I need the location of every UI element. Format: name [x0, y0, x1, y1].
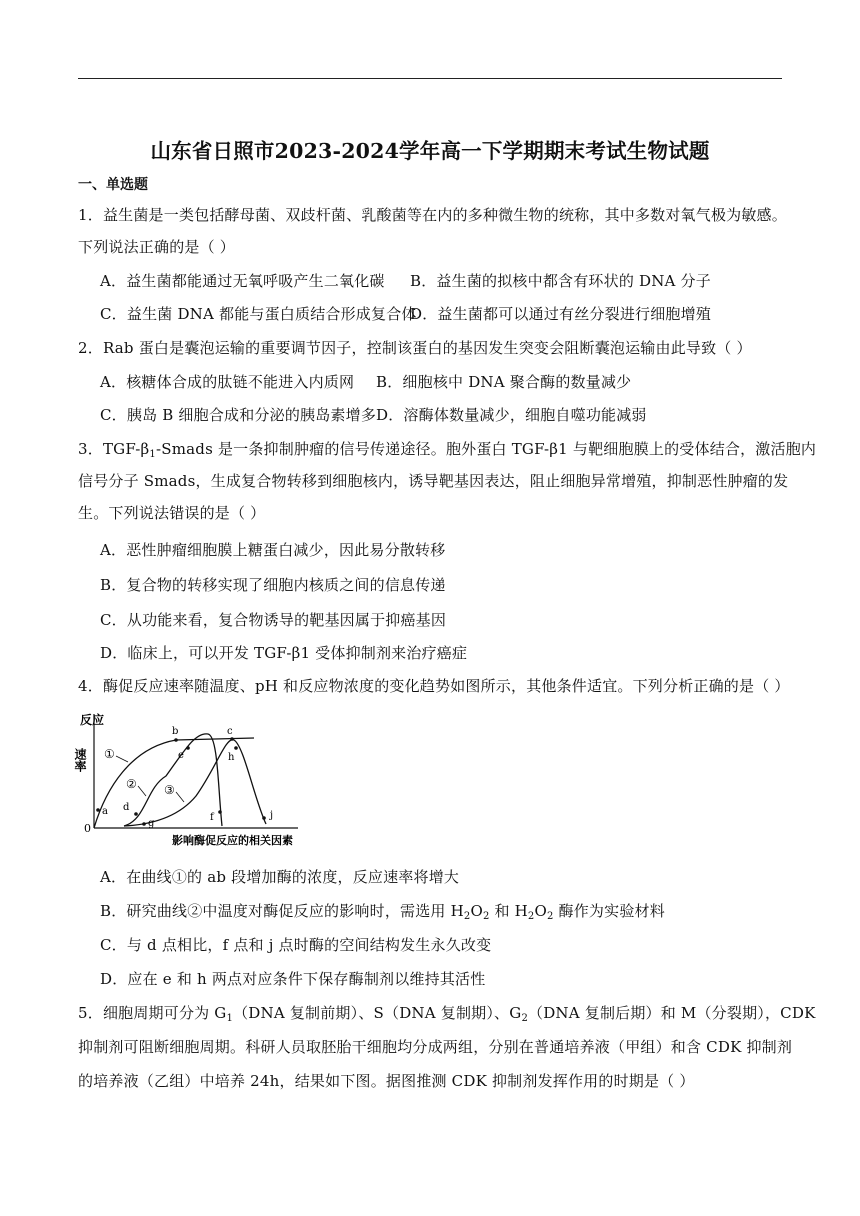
q2-option-d: D．溶酶体数量减少，细胞自噬功能减弱 [376, 406, 647, 424]
point-f-marker [218, 810, 222, 814]
point-j: j [270, 810, 274, 821]
point-c-marker [230, 737, 234, 741]
point-b-marker [174, 738, 178, 742]
point-d: d [123, 802, 130, 813]
q4-option-c: C．与 d 点相比，f 点和 j 点时酶的空间结构发生永久改变 [100, 936, 492, 954]
q2-option-b: B．细胞核中 DNA 聚合酶的数量减少 [376, 373, 632, 391]
point-h-marker [234, 746, 238, 750]
q2-option-c: C．胰岛 B 细胞合成和分泌的胰岛素增多 [100, 406, 377, 424]
point-e-marker [186, 746, 190, 750]
enzyme-rate-figure [73, 708, 316, 852]
q3-option-a: A．恶性肿瘤细胞膜上糖蛋白减少，因此易分散转移 [100, 541, 446, 559]
curve-2-leader [138, 786, 146, 796]
q2-option-a: A．核糖体合成的肽链不能进入内质网 [100, 373, 355, 391]
q1-option-b: B．益生菌的拟核中都含有环状的 DNA 分子 [410, 272, 711, 290]
point-e: e [178, 750, 184, 761]
q2-stem: 2．Rab 蛋白是囊泡运输的重要调节因子，控制该蛋白的基因发生突变会阻断囊泡运输由此导致（ ） [78, 339, 752, 357]
curve-2-label: ② [126, 777, 137, 791]
point-g: g [148, 818, 155, 829]
x-axis-label: 影响酶促反应的相关因素 [172, 834, 293, 847]
point-f: f [210, 812, 214, 823]
q3-option-b: B．复合物的转移实现了细胞内核质之间的信息传递 [100, 576, 446, 594]
q5-stem-line2: 抑制剂可阻断细胞周期。科研人员取胚胎干细胞均分成两组，分别在普通培养液（甲组）和含 CDK 抑制剂 [78, 1038, 793, 1056]
y-axis-label-line2: 速率 [73, 748, 87, 772]
curve-1-leader [116, 756, 128, 762]
point-b: b [172, 726, 179, 737]
q1-option-c: C．益生菌 DNA 都能与蛋白质结合形成复合体 [100, 305, 417, 323]
point-a: a [102, 806, 108, 817]
q3-stem-line1: 3．TGF-$\beta_1$-Smads 是一条抑制肿瘤的信号传递途径。胞外蛋白 TGF-β1 与靶细胞膜上的受体结合，激活胞内 [78, 440, 817, 460]
q5-stem-line1: 5．细胞周期可分为 $G_1(DNA$ 复制前期）、S（DNA 复制期）、$G_2(DNA$ 复制后期）和 M（分裂期），CDK [78, 1004, 816, 1024]
point-h: h [228, 752, 235, 763]
q5-stem-line3: 的培养液（乙组）中培养 24h，结果如下图。据图推测 CDK 抑制剂发挥作用的时期是（ ） [78, 1072, 695, 1090]
q4-option-b: B．研究曲线②中温度对酶促反应的影响时，需选用 $H_2O_2$ 和 $H_2O_2$ 酶作为实验材料 [100, 902, 665, 922]
point-d-marker [134, 812, 138, 816]
q3-option-d: D．临床上，可以开发 TGF-β1 受体抑制剂来治疗癌症 [100, 644, 468, 662]
curve-1-label: ① [104, 747, 115, 761]
q4-stem: 4．酶促反应速率随温度、pH 和反应物浓度的变化趋势如图所示，其他条件适宜。下列分析正确的是（ ） [78, 677, 790, 695]
q3-option-c: C．从功能来看，复合物诱导的靶基因属于抑癌基因 [100, 611, 447, 629]
q3-stem-line3: 生。下列说法错误的是（ ） [78, 504, 266, 522]
curve-2 [124, 734, 222, 826]
point-j-marker [262, 816, 266, 820]
header-rule [78, 78, 782, 79]
q1-option-a: A．益生菌都能通过无氧呼吸产生二氧化碳 [100, 272, 385, 290]
y-axis-label-line1: 反应 [80, 713, 105, 727]
point-g-marker [142, 822, 146, 826]
q1-stem-line1: 1．益生菌是一类包括酵母菌、双歧杆菌、乳酸菌等在内的多种微生物的统称，其中多数对氧气极为敏感。 [78, 206, 787, 224]
q4-option-d: D．应在 e 和 h 两点对应条件下保存酶制剂以维持其活性 [100, 970, 486, 988]
curve-3-leader [176, 792, 184, 802]
q1-stem-line2: 下列说法正确的是（ ） [78, 238, 235, 256]
curve-3-label: ③ [164, 783, 175, 797]
q3-stem-line2: 信号分子 Smads，生成复合物转移到细胞核内，诱导靶基因表达，阻止细胞异常增殖，抑制恶性肿瘤的发 [78, 472, 789, 490]
curve-3 [124, 740, 266, 826]
q1-option-d: D．益生菌都可以通过有丝分裂进行细胞增殖 [410, 305, 712, 323]
q4-option-a: A．在曲线①的 ab 段增加酶的浓度，反应速率将增大 [100, 868, 460, 886]
section-heading: 一、单选题 [78, 177, 148, 193]
point-a-marker [96, 808, 100, 812]
page-title: 山东省日照市2023-2024学年高一下学期期末考试生物试题 [150, 139, 710, 163]
point-c: c [227, 726, 233, 737]
origin-label: 0 [84, 822, 91, 835]
